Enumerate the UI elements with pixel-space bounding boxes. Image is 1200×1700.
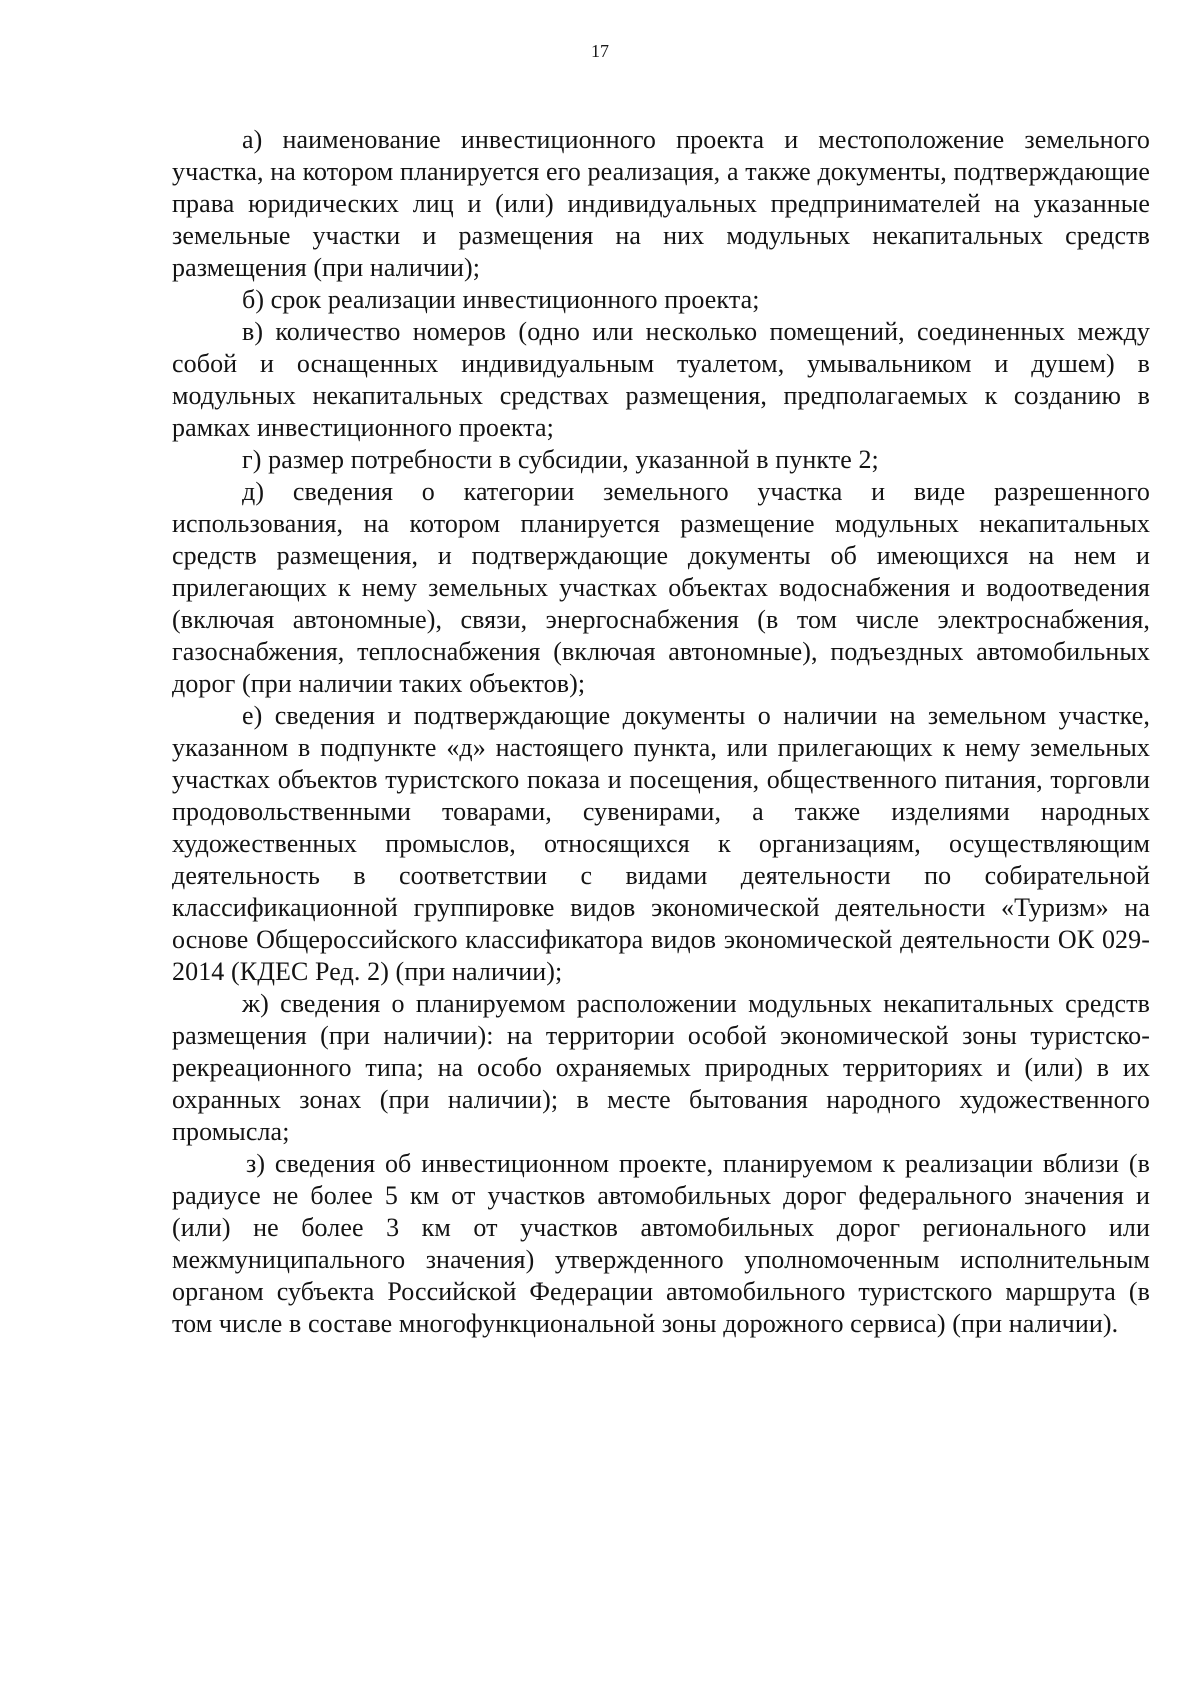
paragraph-d: д) сведения о категории земельного участка и виде разрешенного использования, на котором планируется размещение модульных некапитальных средств размещения, и подтверждающие документы об имеющихся на нем и прилегающих к нему земельных участках объектах водоснабжения и водоотведения (включая автономные), связи, энергоснабжения (в том числе электроснабжения, газоснабжения, теплоснабжения (включая автономные), подъездных автомобильных дорог (при наличии таких объектов);: [172, 477, 1150, 698]
paragraph-b: б) срок реализации инвестиционного проекта;: [242, 285, 760, 314]
document-body: [172, 124, 1150, 1340]
paragraph-a: а) наименование инвестиционного проекта и местоположение земельного участка, на котором планируется его реализация, а также документы, подтверждающие права юридических лиц и (или) индивидуальных предпринимателей на указанные земельные участки и размещения на них модульных некапитальных средств размещения (при наличии);: [172, 125, 1150, 282]
page-number: 17: [591, 41, 609, 61]
paragraph-zh: ж) сведения о планируемом расположении модульных некапитальных средств размещения (при наличии): на территории особой экономической зоны туристско-рекреационного типа; на особо охраняемых природных территориях и (или) в их охранных зонах (при наличии); в месте бытования народного художественного промысла;: [172, 989, 1150, 1146]
paragraph-g: г) размер потребности в субсидии, указанной в пункте 2;: [242, 445, 879, 474]
paragraph-e: е) сведения и подтверждающие документы о наличии на земельном участке, указанном в подпункте «д» настоящего пункта, или прилегающих к нему земельных участках объектов туристского показа и посещения, общественного питания, торговли продовольственными товарами, сувенирами, а также изделиями народных художественных промыслов, относящихся к организациям, осуществляющим деятельность в соответствии с видами деятельности по собирательной классификационной группировке видов экономической деятельности «Туризм» на основе Общероссийского классификатора видов экономической деятельности ОК 029-2014 (КДЕС Ред. 2) (при наличии);: [172, 701, 1150, 986]
paragraph-z: з) сведения об инвестиционном проекте, планируемом к реализации вблизи (в радиусе не более 5 км от участков автомобильных дорог федерального значения и (или) не более 3 км от участков автомобильных дорог регионального или межмуниципального значения) утвержденного уполномоченным исполнительным органом субъекта Российской Федерации автомобильного туристского маршрута (в том числе в составе многофункциональной зоны дорожного сервиса) (при наличии).: [172, 1149, 1150, 1338]
paragraph-v: в) количество номеров (одно или несколько помещений, соединенных между собой и оснащенных индивидуальным туалетом, умывальником и душем) в модульных некапитальных средствах размещения, предполагаемых к созданию в рамках инвестиционного проекта;: [172, 317, 1150, 442]
